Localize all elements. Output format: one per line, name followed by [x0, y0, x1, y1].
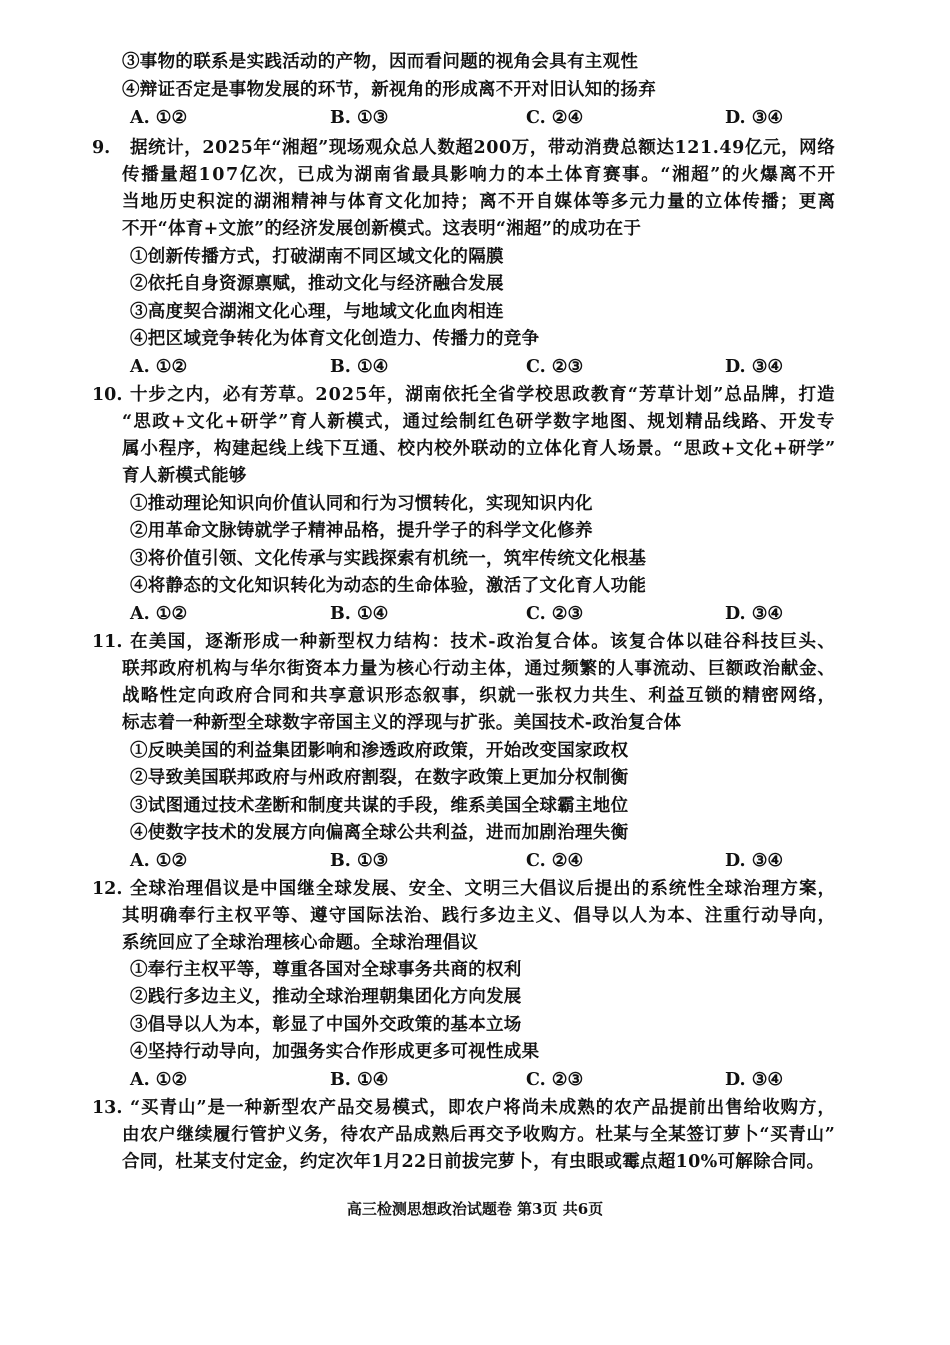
question-stem-line: 联邦政府机构与华尔街资本力量为核心行动主体，通过频繁的人事流动、巨额政治献金、	[122, 659, 836, 679]
answer-option: B. ①④	[330, 604, 389, 624]
option-statement: ④辩证否定是事物发展的环节，新视角的形成离不开对旧认知的扬弃	[122, 80, 656, 100]
option-statement: ④将静态的文化知识转化为动态的生命体验，激活了文化育人功能	[130, 576, 647, 596]
answer-option: D. ③④	[725, 851, 784, 871]
option-statement: ③倡导以人为本，彰显了中国外交政策的基本立场	[130, 1015, 522, 1035]
option-statement: ①奉行主权平等，尊重各国对全球事务共商的权利	[130, 960, 522, 980]
option-statement: ③高度契合湖湘文化心理，与地域文化血肉相连	[130, 302, 504, 322]
answer-option: D. ③④	[725, 357, 784, 377]
option-statement: ②践行多边主义，推动全球治理朝集团化方向发展	[130, 987, 522, 1007]
question-stem-line: 在美国，逐渐形成一种新型权力结构：技术-政治复合体。该复合体以硅谷科技巨头、	[130, 632, 837, 652]
option-statement: ①反映美国的利益集团影响和渗透政府政策，开始改变国家政权	[130, 741, 629, 761]
option-statement: ②导致美国联邦政府与州政府割裂，在数字政策上更加分权制衡	[130, 768, 629, 788]
question-stem-line: 全球治理倡议是中国继全球发展、安全、文明三大倡议后提出的系统性全球治理方案，	[130, 879, 837, 899]
question-stem-line: 育人新模式能够	[122, 466, 247, 486]
answer-option: B. ①④	[330, 357, 389, 377]
question-stem-line: 系统回应了全球治理核心命题。全球治理倡议	[122, 933, 478, 953]
page-footer: 高三检测思想政治试题卷 第3页 共6页	[346, 1200, 604, 1218]
question-stem-line: 当地历史积淀的湖湘精神与体育文化加持；离不开自媒体等多元力量的立体传播；更离	[122, 192, 837, 212]
answer-option: B. ①③	[330, 108, 389, 128]
question-stem-line: “买青山”是一种新型农产品交易模式，即农户将尚未成熟的农产品提前出售给收购方，	[130, 1098, 837, 1118]
option-statement: ②用革命文脉铸就学子精神品格，提升学子的科学文化修养	[130, 521, 593, 541]
question-number: 11.	[92, 632, 123, 652]
answer-option: B. ①④	[330, 1070, 389, 1090]
answer-option: C. ②③	[526, 357, 584, 377]
question-number: 10.	[92, 385, 123, 405]
answer-option: A. ①②	[130, 357, 188, 377]
question-number: 13.	[92, 1098, 123, 1118]
question-stem-line: 十步之内，必有芳草。2025年，湖南依托全省学校思政教育“芳草计划”总品牌，打造	[130, 385, 836, 405]
option-statement: ④坚持行动导向，加强务实合作形成更多可视性成果	[130, 1042, 540, 1062]
option-statement: ③事物的联系是实践活动的产物，因而看问题的视角会具有主观性	[122, 52, 639, 72]
question-stem-line: “思政+文化+研学”育人新模式，通过绘制红色研学数字地图、规划精品线路、开发专	[122, 412, 836, 432]
question-number: 12.	[92, 879, 123, 899]
option-statement: ③将价值引领、文化传承与实践探索有机统一，筑牢传统文化根基	[130, 549, 647, 569]
answer-option: B. ①③	[330, 851, 389, 871]
question-stem-line: 不开“体育+文旅”的经济发展创新模式。这表明“湘超”的成功在于	[122, 219, 642, 239]
answer-option: D. ③④	[725, 108, 784, 128]
question-stem-line: 由农户继续履行管护义务，待农产品成熟后再交予收购方。杜某与全某签订萝卜“买青山”	[122, 1125, 836, 1145]
question-stem-line: 传播量超107亿次，已成为湖南省最具影响力的本土体育赛事。“湘超”的火爆离不开	[122, 165, 837, 185]
question-stem-line: 据统计，2025年“湘超”现场观众总人数超200万，带动消费总额达121.49亿元，网络	[130, 138, 836, 158]
answer-option: A. ①②	[130, 108, 188, 128]
option-statement: ③试图通过技术垄断和制度共谋的手段，维系美国全球霸主地位	[130, 796, 629, 816]
answer-option: C. ②④	[526, 108, 584, 128]
answer-option: A. ①②	[130, 604, 188, 624]
answer-option: C. ②④	[526, 851, 584, 871]
question-stem-line: 标志着一种新型全球数字帝国主义的浮现与扩张。美国技术-政治复合体	[122, 713, 682, 733]
question-stem-line: 属小程序，构建起线上线下互通、校内校外联动的立体化育人场景。“思政+文化+研学”	[122, 439, 837, 459]
question-stem-line: 合同，杜某支付定金，约定次年1月22日前拔完萝卜，有虫眼或霉点超10%可解除合同。	[122, 1152, 825, 1172]
question-number: 9.	[92, 138, 111, 158]
answer-option: A. ①②	[130, 851, 188, 871]
answer-option: D. ③④	[725, 1070, 784, 1090]
option-statement: ④把区域竞争转化为体育文化创造力、传播力的竞争	[130, 329, 540, 349]
answer-option: A. ①②	[130, 1070, 188, 1090]
question-stem-line: 战略性定向政府合同和共享意识形态叙事，织就一张权力共生、利益互锁的精密网络，	[122, 686, 837, 706]
option-statement: ①推动理论知识向价值认同和行为习惯转化，实现知识内化	[130, 494, 593, 514]
answer-option: C. ②③	[526, 604, 584, 624]
answer-option: D. ③④	[725, 604, 784, 624]
option-statement: ①创新传播方式，打破湖南不同区域文化的隔膜	[130, 247, 504, 267]
question-stem-line: 其明确奉行主权平等、遵守国际法治、践行多边主义、倡导以人为本、注重行动导向，	[122, 906, 837, 926]
answer-option: C. ②③	[526, 1070, 584, 1090]
option-statement: ④使数字技术的发展方向偏离全球公共利益，进而加剧治理失衡	[130, 823, 629, 843]
option-statement: ②依托自身资源禀赋，推动文化与经济融合发展	[130, 274, 504, 294]
